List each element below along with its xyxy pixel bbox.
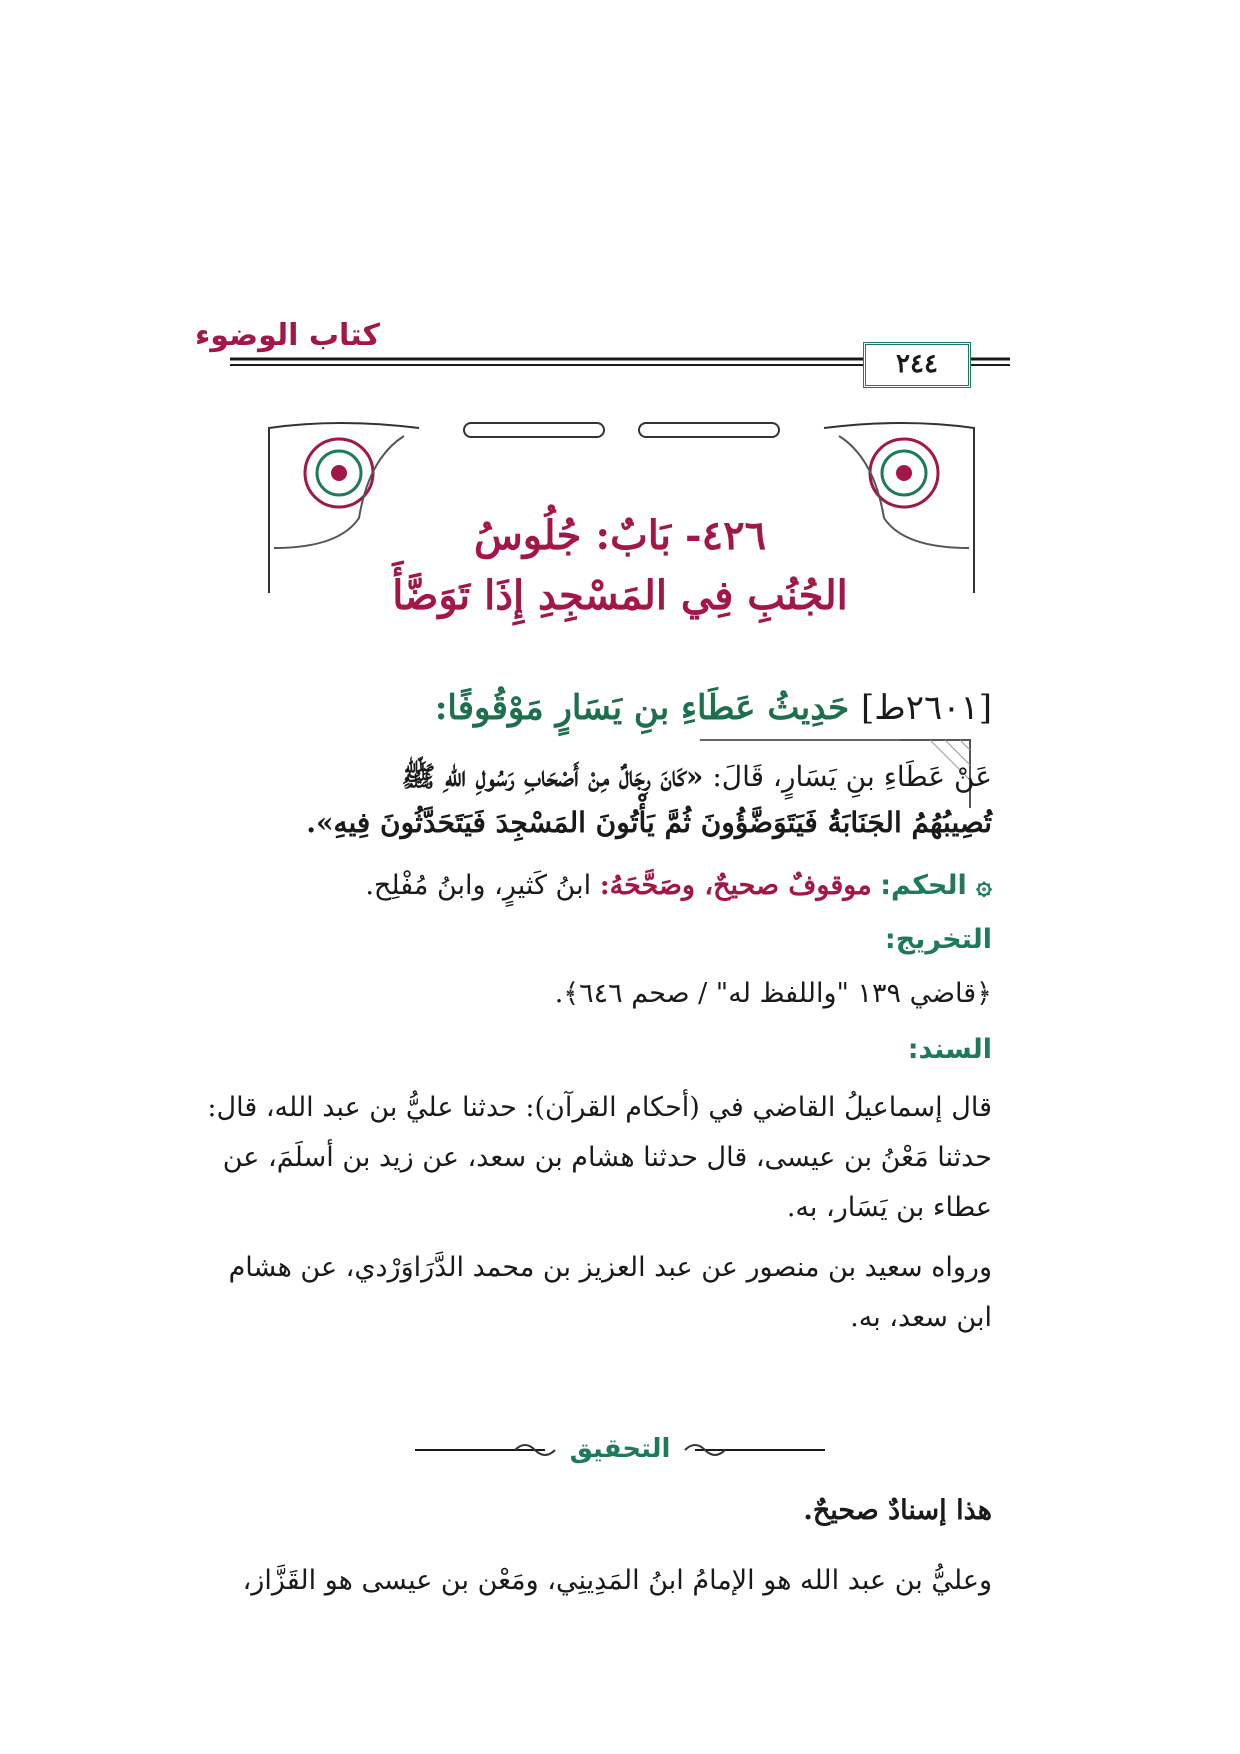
- sanad-line-4: ورواه سعيد بن منصور عن عبد العزيز بن محمد الدَّرَاوَرْدي، عن هشام: [228, 1252, 992, 1283]
- sanad-line-1: قال إسماعيلُ القاضي في (أحكام القرآن): حدثنا عليُّ بن عبد الله، قال:: [207, 1092, 992, 1123]
- takhrij-text: ﴿قاضي ١٣٩ "واللفظ له" / صحم ٦٤٦﴾.: [554, 978, 992, 1009]
- sanad-line-2: حدثنا مَعْنُ بن عيسى، قال حدثنا هشام بن سعد، عن زيد بن أسلَمَ، عن: [222, 1142, 992, 1173]
- sanad-label: السند:: [907, 1034, 992, 1065]
- book-title-text: كتاب الوضوء: [194, 318, 380, 353]
- hadith-text-quote-end: تُصِيبُهُمُ الجَنَابَةُ فَيَتَوَضَّؤُونَ ثُمَّ يَأْتُونَ المَسْجِدَ فَيَتَحَدَّثُونَ فِيهِ».: [306, 806, 992, 839]
- page-number-box: [863, 342, 971, 388]
- hadith-text-line1: [401, 760, 992, 800]
- hadith-text-quote-start: «كَانَ رِجَالٌ مِنْ أَصْحَابِ رَسُولِ اللهِ ﷺ: [401, 760, 704, 793]
- tahqiq-line-1: [803, 1495, 992, 1527]
- ruling-label: ۞ الحكم:: [880, 870, 992, 901]
- tahqiq-line-2: وعليُّ بن عبد الله هو الإمامُ ابنُ المَدِينِي، ومَعْن بن عيسى هو القَزَّاز،: [242, 1565, 992, 1596]
- sanad-line-3: عطاء بن يَسَار، به.: [786, 1192, 992, 1223]
- hadith-text-intro: عَنْ عَطَاءِ بنِ يَسَارٍ، قَالَ:: [712, 760, 992, 793]
- ruling-value: موقوفٌ صحيحٌ، وصَحَّحَهُ:: [599, 870, 872, 901]
- sanad-label-line: [908, 1034, 992, 1066]
- tahqiq-statement: هذا إسنادٌ صحيحٌ.: [803, 1495, 992, 1526]
- chapter-title-line1: ٤٢٦- بَابٌ: جُلُوسُ: [473, 512, 767, 559]
- hadith-heading-text: حَدِيثُ عَطَاءِ بنِ يَسَارٍ مَوْقُوفًا:: [434, 688, 850, 728]
- sanad-line-5: ابن سعد، به.: [850, 1302, 992, 1333]
- page-number: ٢٤٤: [896, 349, 938, 379]
- chapter-ornament: [264, 418, 979, 593]
- hadith-heading: [435, 688, 992, 728]
- hadith-number: [٢٦٠١ط]: [860, 688, 992, 728]
- hadith-text-line2: [306, 806, 992, 839]
- ruling-sources: ابنُ كَثيرٍ، وابنُ مُفْلِح.: [365, 870, 592, 901]
- takhrij-label-line: [885, 924, 992, 956]
- takhrij-label: التخريج:: [884, 924, 992, 955]
- tahqiq-label: التحقيق: [569, 1434, 671, 1464]
- ruling-line: [365, 870, 992, 902]
- chapter-title-line2: الجُنُبِ فِي المَسْجِدِ إِذَا تَوَضَّأَ: [392, 572, 848, 619]
